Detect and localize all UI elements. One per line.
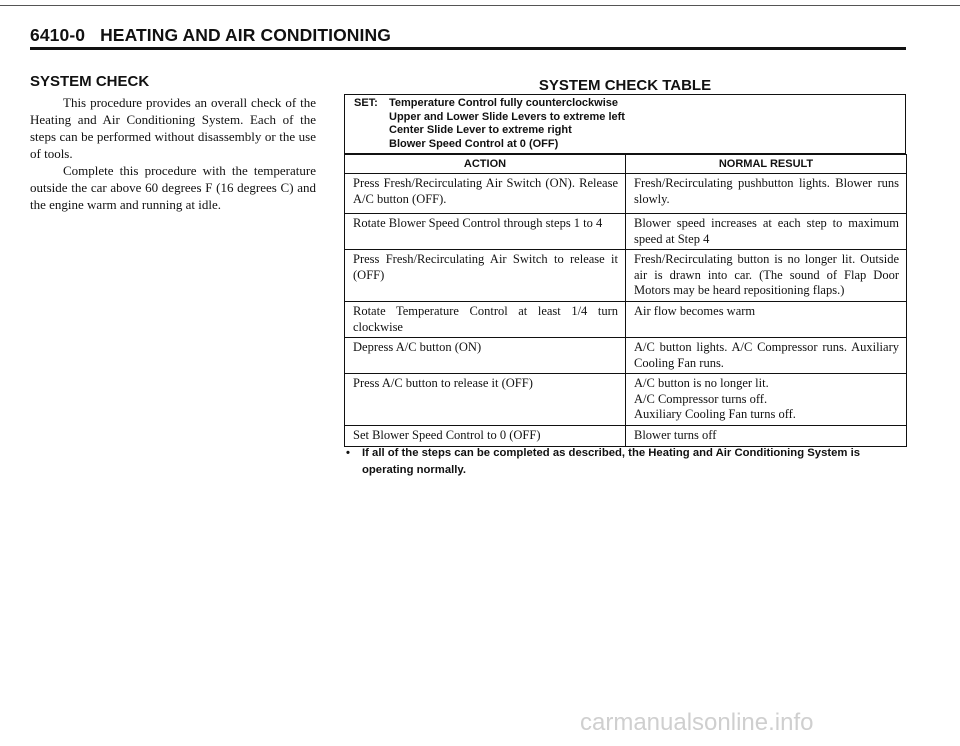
top-border-line <box>0 5 960 6</box>
system-check-heading: SYSTEM CHECK <box>30 73 150 90</box>
result-cell: Blower turns off <box>626 426 907 447</box>
page-header <box>30 25 391 46</box>
result-cell: Fresh/Recirculating button is no longer lit. Outside air is drawn into car. (The sound of Flap Door Motors may be heard repositioning flaps.) <box>626 250 907 302</box>
set-line: Blower Speed Control at 0 (OFF) <box>389 137 559 150</box>
table-row <box>345 374 907 426</box>
table-row <box>345 250 907 302</box>
table-row <box>345 214 907 250</box>
result-cell: Air flow becomes warm <box>626 302 907 338</box>
table-row <box>345 174 907 214</box>
set-lines <box>389 97 625 151</box>
conditions-paragraph: Complete this procedure with the temperature outside the car above 60 degrees F (16 degrees C) and the engine warm and running at idle. <box>30 163 316 212</box>
action-cell: Press Fresh/Recirculating Air Switch (ON). Release A/C button (OFF). <box>345 174 626 214</box>
intro-paragraph: This procedure provides an overall check of the Heating and Air Conditioning System. Each of the steps can be performed without disassembly or the use of tools. <box>30 95 316 161</box>
action-cell: Depress A/C button (ON) <box>345 338 626 374</box>
result-cell: Fresh/Recirculating pushbutton lights. Blower runs slowly. <box>626 174 907 214</box>
section-title: HEATING AND AIR CONDITIONING <box>100 25 391 45</box>
action-cell: Press A/C button to release it (OFF) <box>345 374 626 426</box>
set-line: Upper and Lower Slide Levers to extreme left <box>389 110 625 123</box>
note-text: If all of the steps can be completed as described, the Heating and Air Conditioning System is operating normally. <box>362 447 860 476</box>
table-row <box>345 302 907 338</box>
column-header-result: NORMAL RESULT <box>626 155 907 174</box>
action-cell: Rotate Blower Speed Control through steps 1 to 4 <box>345 214 626 250</box>
system-check-body <box>30 94 316 213</box>
set-line: Temperature Control fully counterclockwise <box>389 97 619 109</box>
action-cell: Set Blower Speed Control to 0 (OFF) <box>345 426 626 447</box>
result-cell: A/C button lights. A/C Compressor runs. Auxiliary Cooling Fan runs. <box>626 338 907 374</box>
completion-note <box>346 445 911 479</box>
set-line: Center Slide Lever to extreme right <box>389 124 572 136</box>
table-title: SYSTEM CHECK TABLE <box>538 77 712 94</box>
result-cell: Blower speed increases at each step to maximum speed at Step 4 <box>626 214 907 250</box>
action-cell: Press Fresh/Recirculating Air Switch to release it (OFF) <box>345 250 626 302</box>
set-conditions-box <box>344 94 906 154</box>
section-code: 6410-0 <box>30 25 86 45</box>
system-check-table <box>344 154 907 447</box>
column-header-action: ACTION <box>345 155 626 174</box>
result-cell: A/C button is no longer lit. A/C Compressor turns off. Auxiliary Cooling Fan turns off. <box>626 374 907 426</box>
set-label: SET: <box>354 97 378 109</box>
table-header-row <box>345 155 907 174</box>
bullet-icon: • <box>346 447 350 459</box>
header-rule <box>30 47 906 50</box>
table-row <box>345 426 907 447</box>
table-row <box>345 338 907 374</box>
action-cell: Rotate Temperature Control at least 1/4 turn clockwise <box>345 302 626 338</box>
watermark: carmanualsonline.info <box>580 709 814 736</box>
